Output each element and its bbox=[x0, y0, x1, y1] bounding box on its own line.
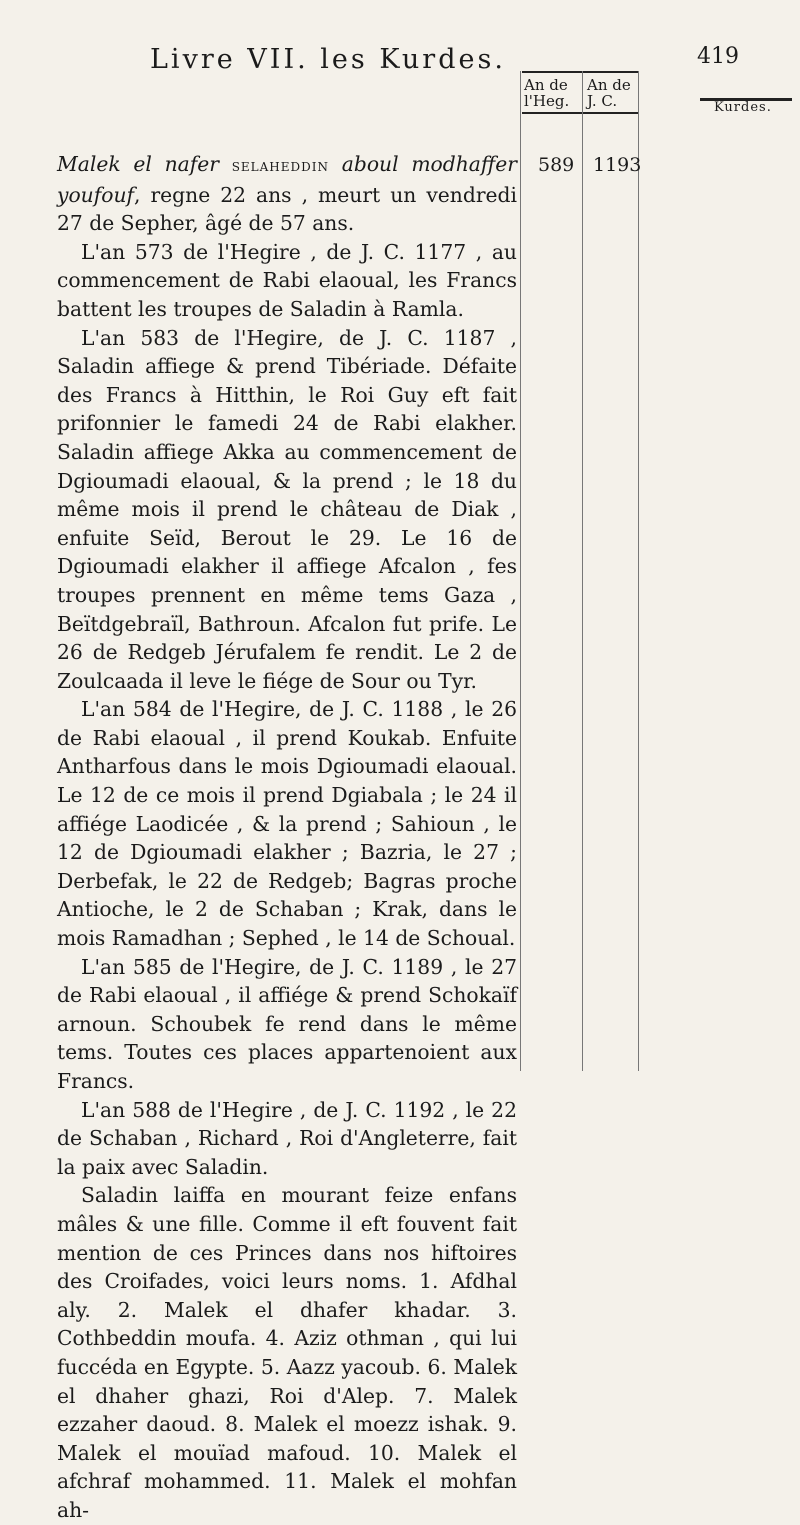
page-number: 419 bbox=[697, 44, 739, 69]
main-text bbox=[57, 150, 517, 1525]
column-rule-left bbox=[520, 71, 521, 1071]
paragraph-5: L'an 585 de l'Hegire, de J. C. 1189 , le 27 de Rabi elaoual , il affiége & prend Schokaïf arnoun. Schoubek fe rend dans le même tems. Toutes ces places appartenoient aux Francs. bbox=[57, 954, 517, 1093]
paragraph-7: Saladin laiffa en mourant feize enfans mâles & une fille. Comme il eft fouvent fait mention de ces Princes dans nos hiftoires des Croifades, voici leurs noms. 1. Afdhal aly. 2. Malek el dhafer khadar. 3. Cothbeddin moufa. 4. Aziz othman , qui lui fuccéda en Egypte. 5. Aazz yacoub. 6. Malek el dhaher ghazi, Roi d'Alep. 7. Malek ezzaher daoud. 8. Malek el moezz ishak. 9. Malek el mouïad mafoud. 10. Malek el afchraf mohammed. 11. Malek el mohfan ah- bbox=[57, 1183, 517, 1522]
side-tag: Kurdes. bbox=[714, 100, 772, 115]
paragraph-3: L'an 583 de l'Hegire, de J. C. 1187 , Saladin affiege & prend Tibériade. Défaite des Francs à Hitthin, le Roi Guy eft fait prifonnier le famedi 24 de Rabi elakher. Saladin affiege Akka au commencement de Dgioumadi elaoual, & la prend ; le 18 du même mois il prend le château de Diak , enfuite Seïd, Berout le 29. Le 16 de Dgioumadi elakher il affiege Afcalon , fes troupes prennent en même tems Gaza , Beïtdgebraïl, Bathroun. Afcalon fut prife. Le 26 de Redgeb Jérufalem fe rendit. Le 2 de Zoulcaada il leve le fiége de Sour ou Tyr. bbox=[57, 325, 517, 693]
jc-year: 1193 bbox=[593, 154, 642, 176]
paragraph-2: L'an 573 de l'Hegire , de J. C. 1177 , au commencement de Rabi elaoual, les Francs battent les troupes de Saladin à Ramla. bbox=[57, 239, 517, 321]
ruler-name-rest: aboul modhaffer youfouf bbox=[57, 152, 517, 207]
paragraph-6: L'an 588 de l'Hegire , de J. C. 1192 , le 22 de Schaban , Richard , Roi d'Angleterre, fait la paix avec Saladin. bbox=[57, 1097, 517, 1179]
running-head: Livre VII. les Kurdes. bbox=[150, 44, 506, 75]
paragraph-1-tail: , regne 22 ans , meurt un vendredi 27 de Sepher, âgé de 57 ans. bbox=[57, 182, 517, 236]
year-column-header bbox=[522, 71, 638, 114]
hegira-column-label: An de l'Heg. bbox=[524, 76, 570, 110]
ruler-name: Malek el nafer bbox=[57, 152, 219, 176]
paragraph-4: L'an 584 de l'Hegire, de J. C. 1188 , le 26 de Rabi elaoual , il prend Koukab. Enfuite Antharfous dans le mois Dgioumadi elaoual. Le 12 de ce mois il prend Dgiabala ; le 24 il affiége Laodicée , & la prend ; Sahioun , le 12 de Dgioumadi elakher ; Bazria, le 27 ; Derbefak, le 22 de Redgeb; Bagras proche Antioche, le 2 de Schaban ; Krak, dans le mois Ramadhan ; Sephed , le 14 de Schoual. bbox=[57, 697, 517, 951]
column-rule-middle bbox=[582, 71, 583, 1071]
hegira-year: 589 bbox=[538, 154, 575, 176]
ruler-name-caps: selaheddin bbox=[231, 156, 330, 176]
column-rule-right bbox=[638, 71, 639, 1071]
paragraph-1 bbox=[57, 150, 517, 238]
jc-column-label: An de J. C. bbox=[582, 77, 638, 109]
